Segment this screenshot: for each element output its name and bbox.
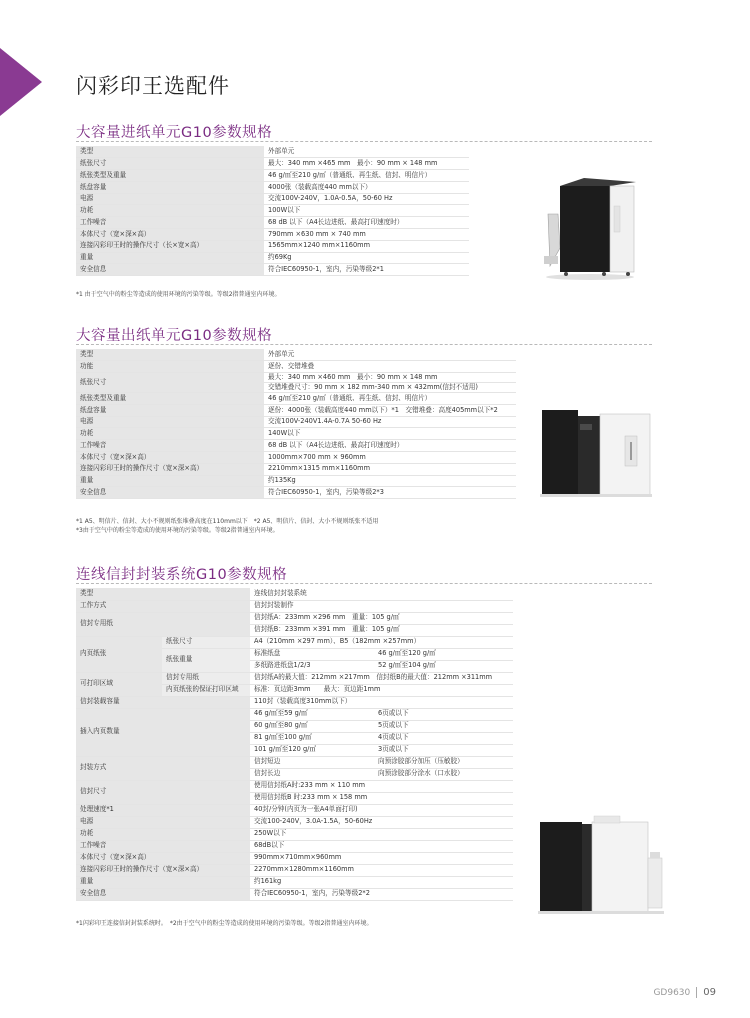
section-divider [76,583,652,584]
footnote: *1 由于空气中的粉尘等造成的使用环境的污染等级。等级2指普通室内环境。 [76,291,281,298]
spec-label: 安全信息 [76,487,264,499]
spec-label: 信封装载容量 [76,696,250,708]
section-divider [76,344,652,345]
footnote: *1 A5、明信片、信封、大小不规则纸张堆叠高度在110mm以下 *2 A5、明信片、信封、大小不规则纸张不适用 [76,518,379,525]
spec-label: 工作噪音 [76,217,264,229]
spec-value: 逐份：4000张（装载高度440 mm以下）*1 交错堆叠：高度405mm以下*2 [264,404,516,416]
spec-sublabel: 纸张重量 [162,648,250,672]
section-divider [76,141,652,142]
spec-label: 内页纸张 [76,636,162,672]
spec-label: 电源 [76,816,250,828]
spec-value: 52 g/㎡至104 g/㎡ [374,660,513,672]
spec-value: 最大：340 mm ×465 mm 最小：90 mm × 148 mm [264,158,469,170]
spec-label: 安全信息 [76,888,250,900]
spec-value: 信封纸A的最大值：212mm ×217mm 信封纸B的最大值：212mm ×311mm [250,672,513,684]
spec-label: 本体尺寸（宽×深×高） [76,452,264,464]
feed-unit-machine-image [540,176,640,282]
stacker-unit-machine-image [540,402,652,498]
spec-value: 60 g/㎡至80 g/㎡ [250,720,374,732]
spec-label: 重量 [76,252,264,264]
spec-label: 纸张类型及重量 [76,393,264,405]
spec-value: 46 g/㎡至59 g/㎡ [250,708,374,720]
spec-label: 纸盘容量 [76,181,264,193]
spec-sublabel: 纸张尺寸 [162,636,250,648]
spec-value: 990mm×710mm×960mm [250,852,513,864]
page-footer [653,987,716,998]
spec-value: 3页或以下 [374,744,513,756]
spec-value: 5页或以下 [374,720,513,732]
spec-value: 使用信封纸B 时:233 mm × 158 mm [250,792,513,804]
spec-value: 约161kg [250,876,513,888]
spec-value: 250W以下 [250,828,513,840]
spec-label: 信封尺寸 [76,780,250,804]
spec-label: 工作方式 [76,600,250,612]
spec-value: 交错堆叠尺寸：90 mm × 182 mm-340 mm × 432mm(信封不适用) [264,383,516,393]
spec-label: 纸张尺寸 [76,373,264,393]
spec-value: 最大：340 mm ×460 mm 最小：90 mm × 148 mm [264,373,516,383]
spec-value: 连线信封封装系统 [250,588,513,600]
spec-value: 外部单元 [264,146,469,158]
spec-label: 类型 [76,146,264,158]
spec-label: 安全信息 [76,264,264,276]
spec-label: 连接闪彩印王时的操作尺寸（宽×深×高） [76,864,250,876]
spec-value: 4页或以下 [374,732,513,744]
spec-value: 101 g/㎡至120 g/㎡ [250,744,374,756]
spec-table-stacker-unit [76,349,516,499]
section-title-stacker-unit: 大容量出纸单元G10参数规格 [76,328,273,344]
spec-value: 46 g/㎡至210 g/㎡（普通纸、再生纸、信封、明信片） [264,393,516,405]
section-title-envelope-system: 连线信封封装系统G10参数规格 [76,567,288,583]
spec-value: 信封长边 [250,768,374,780]
spec-value: 2210mm×1315 mm×1160mm [264,463,516,475]
spec-label: 可打印区域 [76,672,162,696]
spec-label: 功耗 [76,205,264,217]
spec-value: 外部单元 [264,349,516,361]
spec-value: 信封纸B：233mm ×391 mm 重量：105 g/㎡ [250,624,513,636]
spec-label: 功耗 [76,828,250,840]
spec-label: 工作噪音 [76,440,264,452]
spec-value: 790mm ×630 mm × 740 mm [264,229,469,241]
spec-value: 符合IEC60950-1，室内，污染等级2*1 [264,264,469,276]
spec-value: 约69Kg [264,252,469,264]
spec-label: 功耗 [76,428,264,440]
spec-label: 类型 [76,588,250,600]
spec-value: 约135Kg [264,475,516,487]
spec-label: 处理速度*1 [76,804,250,816]
spec-value: 46 g/㎡至120 g/㎡ [374,648,513,660]
section-title-feed-unit: 大容量进纸单元G10参数规格 [76,125,273,141]
page-number: 09 [703,987,716,998]
footnote: *3由于空气中的粉尘等造成的使用环境的污染等级。等级2指普通室内环境。 [76,527,279,534]
spec-value: 46 g/㎡至210 g/㎡（普通纸、再生纸、信封、明信片） [264,170,469,182]
spec-value: 2270mm×1280mm×1160mm [250,864,513,876]
spec-value: 交流100V-240V1.4A-0.7A 50-60 Hz [264,416,516,428]
spec-value: 1565mm×1240 mm×1160mm [264,240,469,252]
spec-value: 4000张（装载高度440 mm以下） [264,181,469,193]
spec-value: 使用信封纸A时:233 mm × 110 mm [250,780,513,792]
spec-value: 信封封装制作 [250,600,513,612]
spec-value: 6页或以下 [374,708,513,720]
spec-label: 重量 [76,876,250,888]
spec-label: 纸盘容量 [76,404,264,416]
spec-value: 向预涂胶部分涂水（口水胶） [374,768,513,780]
spec-label: 功能 [76,361,264,373]
spec-value: 110封（装载高度310mm以下） [250,696,513,708]
spec-table-feed-unit [76,146,469,276]
spec-label: 重量 [76,475,264,487]
spec-sublabel: 内页纸张的保证打印区域 [162,684,250,696]
spec-label: 纸张类型及重量 [76,170,264,182]
spec-value: 40封/分钟(内页为一张A4单面打印) [250,804,513,816]
page-title: 闪彩印王选配件 [76,74,230,98]
spec-value: 符合IEC60950-1，室内，污染等级2*2 [250,888,513,900]
spec-label: 连接闪彩印王时的操作尺寸（长×宽×高） [76,240,264,252]
spec-label: 封装方式 [76,756,250,780]
spec-value: 多纸路进纸盘1/2/3 [250,660,374,672]
spec-label: 信封专用纸 [76,612,250,636]
spec-table-envelope-system [76,588,513,901]
spec-label: 电源 [76,193,264,205]
footer-separator [696,987,697,998]
spec-value: 逐份、交错堆叠 [264,361,516,373]
envelope-system-machine-image [538,814,664,916]
spec-value: 140W以下 [264,428,516,440]
spec-value: 100W以下 [264,205,469,217]
spec-value: 1000mm×700 mm × 960mm [264,452,516,464]
spec-label: 本体尺寸（宽×深×高） [76,852,250,864]
spec-value: 信封短边 [250,756,374,768]
spec-label: 纸张尺寸 [76,158,264,170]
spec-value: 标准纸盘 [250,648,374,660]
spec-value: 符合IEC60950-1，室内，污染等级2*3 [264,487,516,499]
spec-value: 标准：页边距3mm 最大：页边距1mm [250,684,513,696]
footnote: *1闪彩印王连接信封封装系统时。 *2由于空气中的粉尘等造成的使用环境的污染等级。等级2指普通室内环境。 [76,920,373,927]
spec-value: 68 dB 以下（A4长边进纸、最高打印速度时） [264,440,516,452]
spec-label: 工作噪音 [76,840,250,852]
spec-sublabel: 信封专用纸 [162,672,250,684]
spec-label: 连接闪彩印王时的操作尺寸（宽×深×高） [76,463,264,475]
spec-label: 本体尺寸（宽×深×高） [76,229,264,241]
spec-label: 插入内页数量 [76,708,250,756]
spec-value: 信封纸A：233mm ×296 mm 重量：105 g/㎡ [250,612,513,624]
spec-value: 81 g/㎡至100 g/㎡ [250,732,374,744]
spec-value: 68dB以下 [250,840,513,852]
corner-triangle-decoration [0,48,42,116]
footer-model: GD9630 [653,988,691,998]
spec-label: 类型 [76,349,264,361]
spec-label: 电源 [76,416,264,428]
spec-value: 交流100-240V，3.0A-1.5A，50-60Hz [250,816,513,828]
spec-value: 68 dB 以下（A4长边进纸、最高打印速度时） [264,217,469,229]
spec-value: 交流100V-240V，1.0A-0.5A，50-60 Hz [264,193,469,205]
spec-value: A4（210mm ×297 mm）、B5（182mm ×257mm） [250,636,513,648]
spec-value: 向预涂胶部分加压（压敏胶） [374,756,513,768]
